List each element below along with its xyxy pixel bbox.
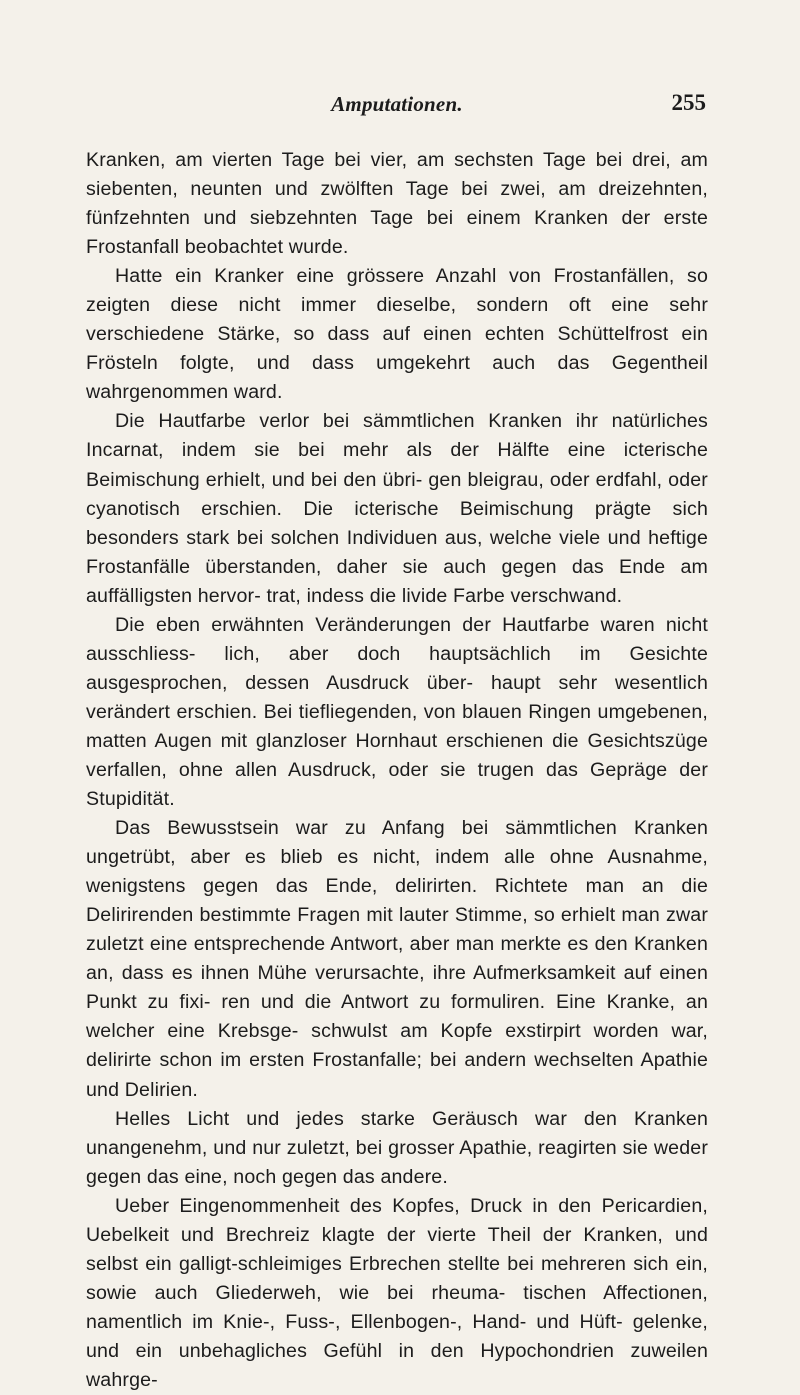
book-page (86, 92, 708, 1395)
paragraph-continuation: Kranken, am vierten Tage bei vier, am sechsten Tage bei drei, am siebenten, neunten und zwölften Tage bei zwei, am dreizehnten, fünfzehnten und siebzehnten Tage bei einem Kranken der erste Frostanfall beobachtet wurde. (86, 149, 708, 259)
paragraph-gesicht: Die eben erwähnten Veränderungen der Hautfarbe waren nicht ausschliess- lich, aber doch hauptsächlich im Gesichte ausgesprochen, dessen Ausdruck über- haupt sehr wesentlich verändert erschien. Bei tiefliegenden, von blauen Ringen umgebenen, matten Augen mit glanzloser Hornhaut erschienen die Gesichtszüge verfallen, ohne allen Ausdruck, oder sie trugen das Gepräge der Stupidität. (86, 613, 708, 811)
paragraph-hautfarbe: Die Hautfarbe verlor bei sämmtlichen Kranken ihr natürliches Incarnat, indem sie bei mehr als der Hälfte eine icterische Beimischung erhielt, und bei den übri- gen bleigrau, oder erdfahl, oder cyanotisch erschien. Die icterische Beimischung prägte sich besonders stark bei solchen Individuen aus, welche viele und heftige Frostanfälle überstanden, daher sie auch gegen das Ende am auffälligsten hervor- trat, indess die livide Farbe verschwand. (86, 410, 708, 607)
page-number: 255 (671, 90, 706, 115)
paragraph-licht: Helles Licht und jedes starke Geräusch war den Kranken unangenehm, und nur zuletzt, bei grosser Apathie, reagirten sie weder gegen das eine, noch gegen das andere. (86, 1107, 708, 1188)
paragraph-frostanfaelle: Hatte ein Kranker eine grössere Anzahl von Frostanfällen, so zeigten diese nicht immer dieselbe, sondern oft eine sehr verschiedene Stärke, so dass auf einen echten Schüttelfrost ein Frösteln folgte, und dass umgekehrt auch das Gegentheil wahrgenommen ward. (86, 265, 708, 404)
paragraph-bewusstsein: Das Bewusstsein war zu Anfang bei sämmtlichen Kranken ungetrübt, aber es blieb es nicht, indem alle ohne Ausnahme, wenigstens gegen das Ende, delirirten. Richtete man an die Delirirenden bestimmte Fragen mit lauter Stimme, so erhielt man zwar zuletzt eine entsprechende Antwort, aber man merkte es den Kranken an, dass es ihnen Mühe verursachte, ihre Aufmerksamkeit auf einen Punkt zu fixi- ren und die Antwort zu formuliren. Eine Kranke, an welcher eine Krebsge- schwulst am Kopfe exstirpirt worden war, delirirte schon im ersten Frostanfalle; bei andern wechselten Apathie und Delirien. (86, 817, 708, 1101)
page-header (86, 92, 708, 132)
paragraph-kopf: Ueber Eingenommenheit des Kopfes, Druck in den Pericardien, Uebelkeit und Brechreiz klagte der vierte Theil der Kranken, und selbst ein galligt-schleimiges Erbrechen stellte bei mehreren sich ein, sowie auch Gliederweh, wie bei rheuma- tischen Affectionen, namentlich im Knie-, Fuss-, Ellenbogen-, Hand- und Hüft- gelenke, und ein unbehagliches Gefühl in den Hypochondrien zuweilen wahrge- (86, 1194, 708, 1391)
running-title: Amputationen. (331, 92, 463, 116)
body-text (86, 146, 708, 1395)
